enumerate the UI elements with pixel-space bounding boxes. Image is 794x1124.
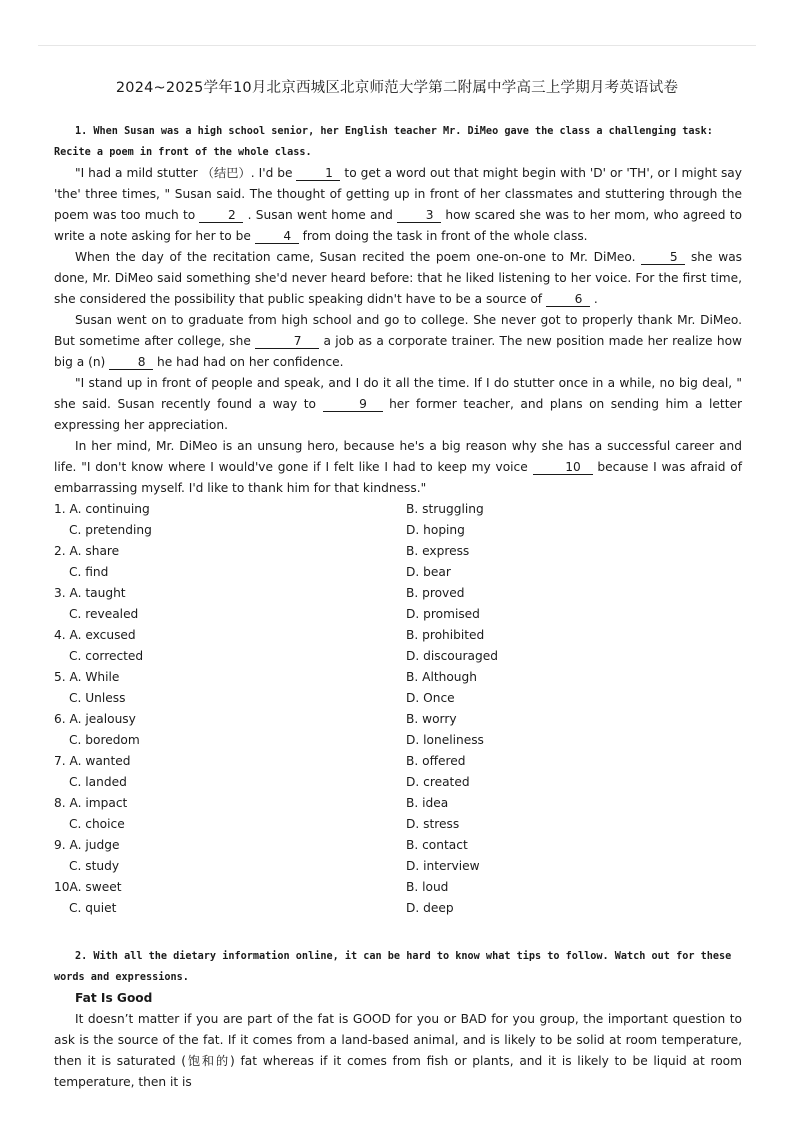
section-subtitle: Fat Is Good: [75, 991, 153, 1005]
option-d[interactable]: D. stress: [406, 817, 460, 831]
option-d[interactable]: D. created: [406, 775, 470, 789]
blank-1: 1: [296, 167, 340, 181]
option-d[interactable]: D. loneliness: [406, 733, 484, 747]
option-c[interactable]: C. boredom: [69, 733, 140, 747]
option-b[interactable]: B. prohibited: [406, 628, 485, 642]
option-c[interactable]: C. revealed: [69, 607, 139, 621]
option-row: [54, 814, 742, 835]
option-c[interactable]: C. corrected: [69, 649, 144, 663]
q2-paragraph-1: It doesn’t matter if you are part of the fat is GOOD for you or BAD for you group, the important question to ask is the source of the fat. If it comes from a land-based animal, and is likely to be solid at room temperature, then it is saturated (饱和的) fat whereas if it comes from fish or plants, and it is likely to be liquid at room temperature, then it is: [54, 1012, 742, 1089]
option-c[interactable]: C. choice: [69, 817, 125, 831]
option-d[interactable]: D. deep: [406, 901, 454, 915]
option-d[interactable]: D. hoping: [406, 523, 465, 537]
option-d[interactable]: D. promised: [406, 607, 480, 621]
blank-9: 9: [323, 398, 383, 412]
q1-paragraph-2: When the day of the recitation came, Susan recited the poem one-on-one to Mr. DiMeo. 5 she was done, Mr. DiMeo said something she'd never heard before: that he liked listening to her voice. For the first time, she considered the possibility that public speaking didn't have to be a source of 6 .: [54, 250, 743, 306]
option-c[interactable]: C. quiet: [69, 901, 117, 915]
option-row: [54, 709, 742, 730]
option-c[interactable]: C. study: [69, 859, 120, 873]
option-row: [54, 646, 742, 667]
blank-4: 4: [255, 230, 299, 244]
option-b[interactable]: B. contact: [406, 838, 468, 852]
option-a[interactable]: 2. A. share: [54, 544, 120, 558]
option-row: [54, 667, 742, 688]
option-a[interactable]: 1. A. continuing: [54, 502, 150, 516]
question-2: [54, 946, 742, 1093]
question-1: [54, 121, 742, 919]
option-row: [54, 772, 742, 793]
question-1-prompt: 1. When Susan was a high school senior, her English teacher Mr. DiMeo gave the class a challenging task: Recite a poem in front of the whole class.: [54, 126, 713, 158]
q1-paragraph-1: "I had a mild stutter （结巴）. I'd be 1 to get a word out that might begin with 'D' or 'TH', or I might say 'the' three times, " Susan said. The thought of getting up in front of her classmates and stuttering through the poem was too much to 2 . Susan went home and 3 how scared she was to her mom, who agreed to write a note asking for her to be 4 from doing the task in front of the whole class.: [54, 166, 742, 243]
q1-options: [54, 499, 742, 919]
option-c[interactable]: C. Unless: [69, 691, 126, 705]
option-row: [54, 688, 742, 709]
option-a[interactable]: 10A. sweet: [54, 880, 122, 894]
option-row: [54, 877, 742, 898]
question-2-prompt: 2. With all the dietary information online, it can be hard to know what tips to follow. Watch out for these words and expressions.: [54, 951, 732, 983]
option-d[interactable]: D. discouraged: [406, 649, 498, 663]
option-b[interactable]: B. proved: [406, 586, 465, 600]
option-row: [54, 793, 742, 814]
option-a[interactable]: 9. A. judge: [54, 838, 120, 852]
blank-10: 10: [533, 461, 593, 475]
option-b[interactable]: B. worry: [406, 712, 457, 726]
page-title: 2024~2025学年10月北京西城区北京师范大学第二附属中学高三上学期月考英语试卷: [115, 80, 679, 96]
option-a[interactable]: 8. A. impact: [54, 796, 128, 810]
option-a[interactable]: 6. A. jealousy: [54, 712, 136, 726]
option-b[interactable]: B. offered: [406, 754, 466, 768]
option-row: [54, 562, 742, 583]
option-a[interactable]: 5. A. While: [54, 670, 120, 684]
option-a[interactable]: 3. A. taught: [54, 586, 126, 600]
option-b[interactable]: B. loud: [406, 880, 449, 894]
option-row: [54, 541, 742, 562]
blank-6: 6: [546, 293, 590, 307]
option-row: [54, 898, 742, 919]
option-b[interactable]: B. struggling: [406, 502, 484, 516]
option-row: [54, 856, 742, 877]
option-row: [54, 583, 742, 604]
blank-3: 3: [397, 209, 441, 223]
option-a[interactable]: 4. A. excused: [54, 628, 136, 642]
q1-paragraph-3: Susan went on to graduate from high school and go to college. She never got to properly thank Mr. DiMeo. But sometime after college, she 7 a job as a corporate trainer. The new position made her realize how big a (n) 8 he had had on her confidence.: [54, 313, 742, 369]
option-row: [54, 604, 742, 625]
option-c[interactable]: C. pretending: [69, 523, 152, 537]
option-row: [54, 520, 742, 541]
option-c[interactable]: C. find: [69, 565, 109, 579]
blank-7: 7: [255, 335, 319, 349]
header-rule: [38, 45, 756, 46]
option-d[interactable]: D. interview: [406, 859, 480, 873]
option-row: [54, 751, 742, 772]
blank-2: 2: [199, 209, 243, 223]
option-b[interactable]: B. Although: [406, 670, 477, 684]
option-d[interactable]: D. bear: [406, 565, 451, 579]
option-d[interactable]: D. Once: [406, 691, 455, 705]
option-a[interactable]: 7. A. wanted: [54, 754, 131, 768]
blank-8: 8: [109, 356, 153, 370]
q1-paragraph-4: "I stand up in front of people and speak, and I do it all the time. If I do stutter once in a while, no big deal, " she said. Susan recently found a way to 9 her former teacher, and plans on sending him a letter expressing her appreciation.: [54, 376, 742, 432]
option-row: [54, 625, 742, 646]
option-b[interactable]: B. idea: [406, 796, 449, 810]
q1-paragraph-5: In her mind, Mr. DiMeo is an unsung hero, because he's a big reason why she has a successful career and life. "I don't know where I would've gone if I felt like I had to keep my voice 10 because I was afraid of embarrassing myself. I'd like to thank him for that kindness.": [54, 439, 742, 495]
option-row: [54, 730, 742, 751]
option-row: [54, 499, 742, 520]
option-row: [54, 835, 742, 856]
blank-5: 5: [641, 251, 685, 265]
option-b[interactable]: B. express: [406, 544, 470, 558]
option-c[interactable]: C. landed: [69, 775, 127, 789]
